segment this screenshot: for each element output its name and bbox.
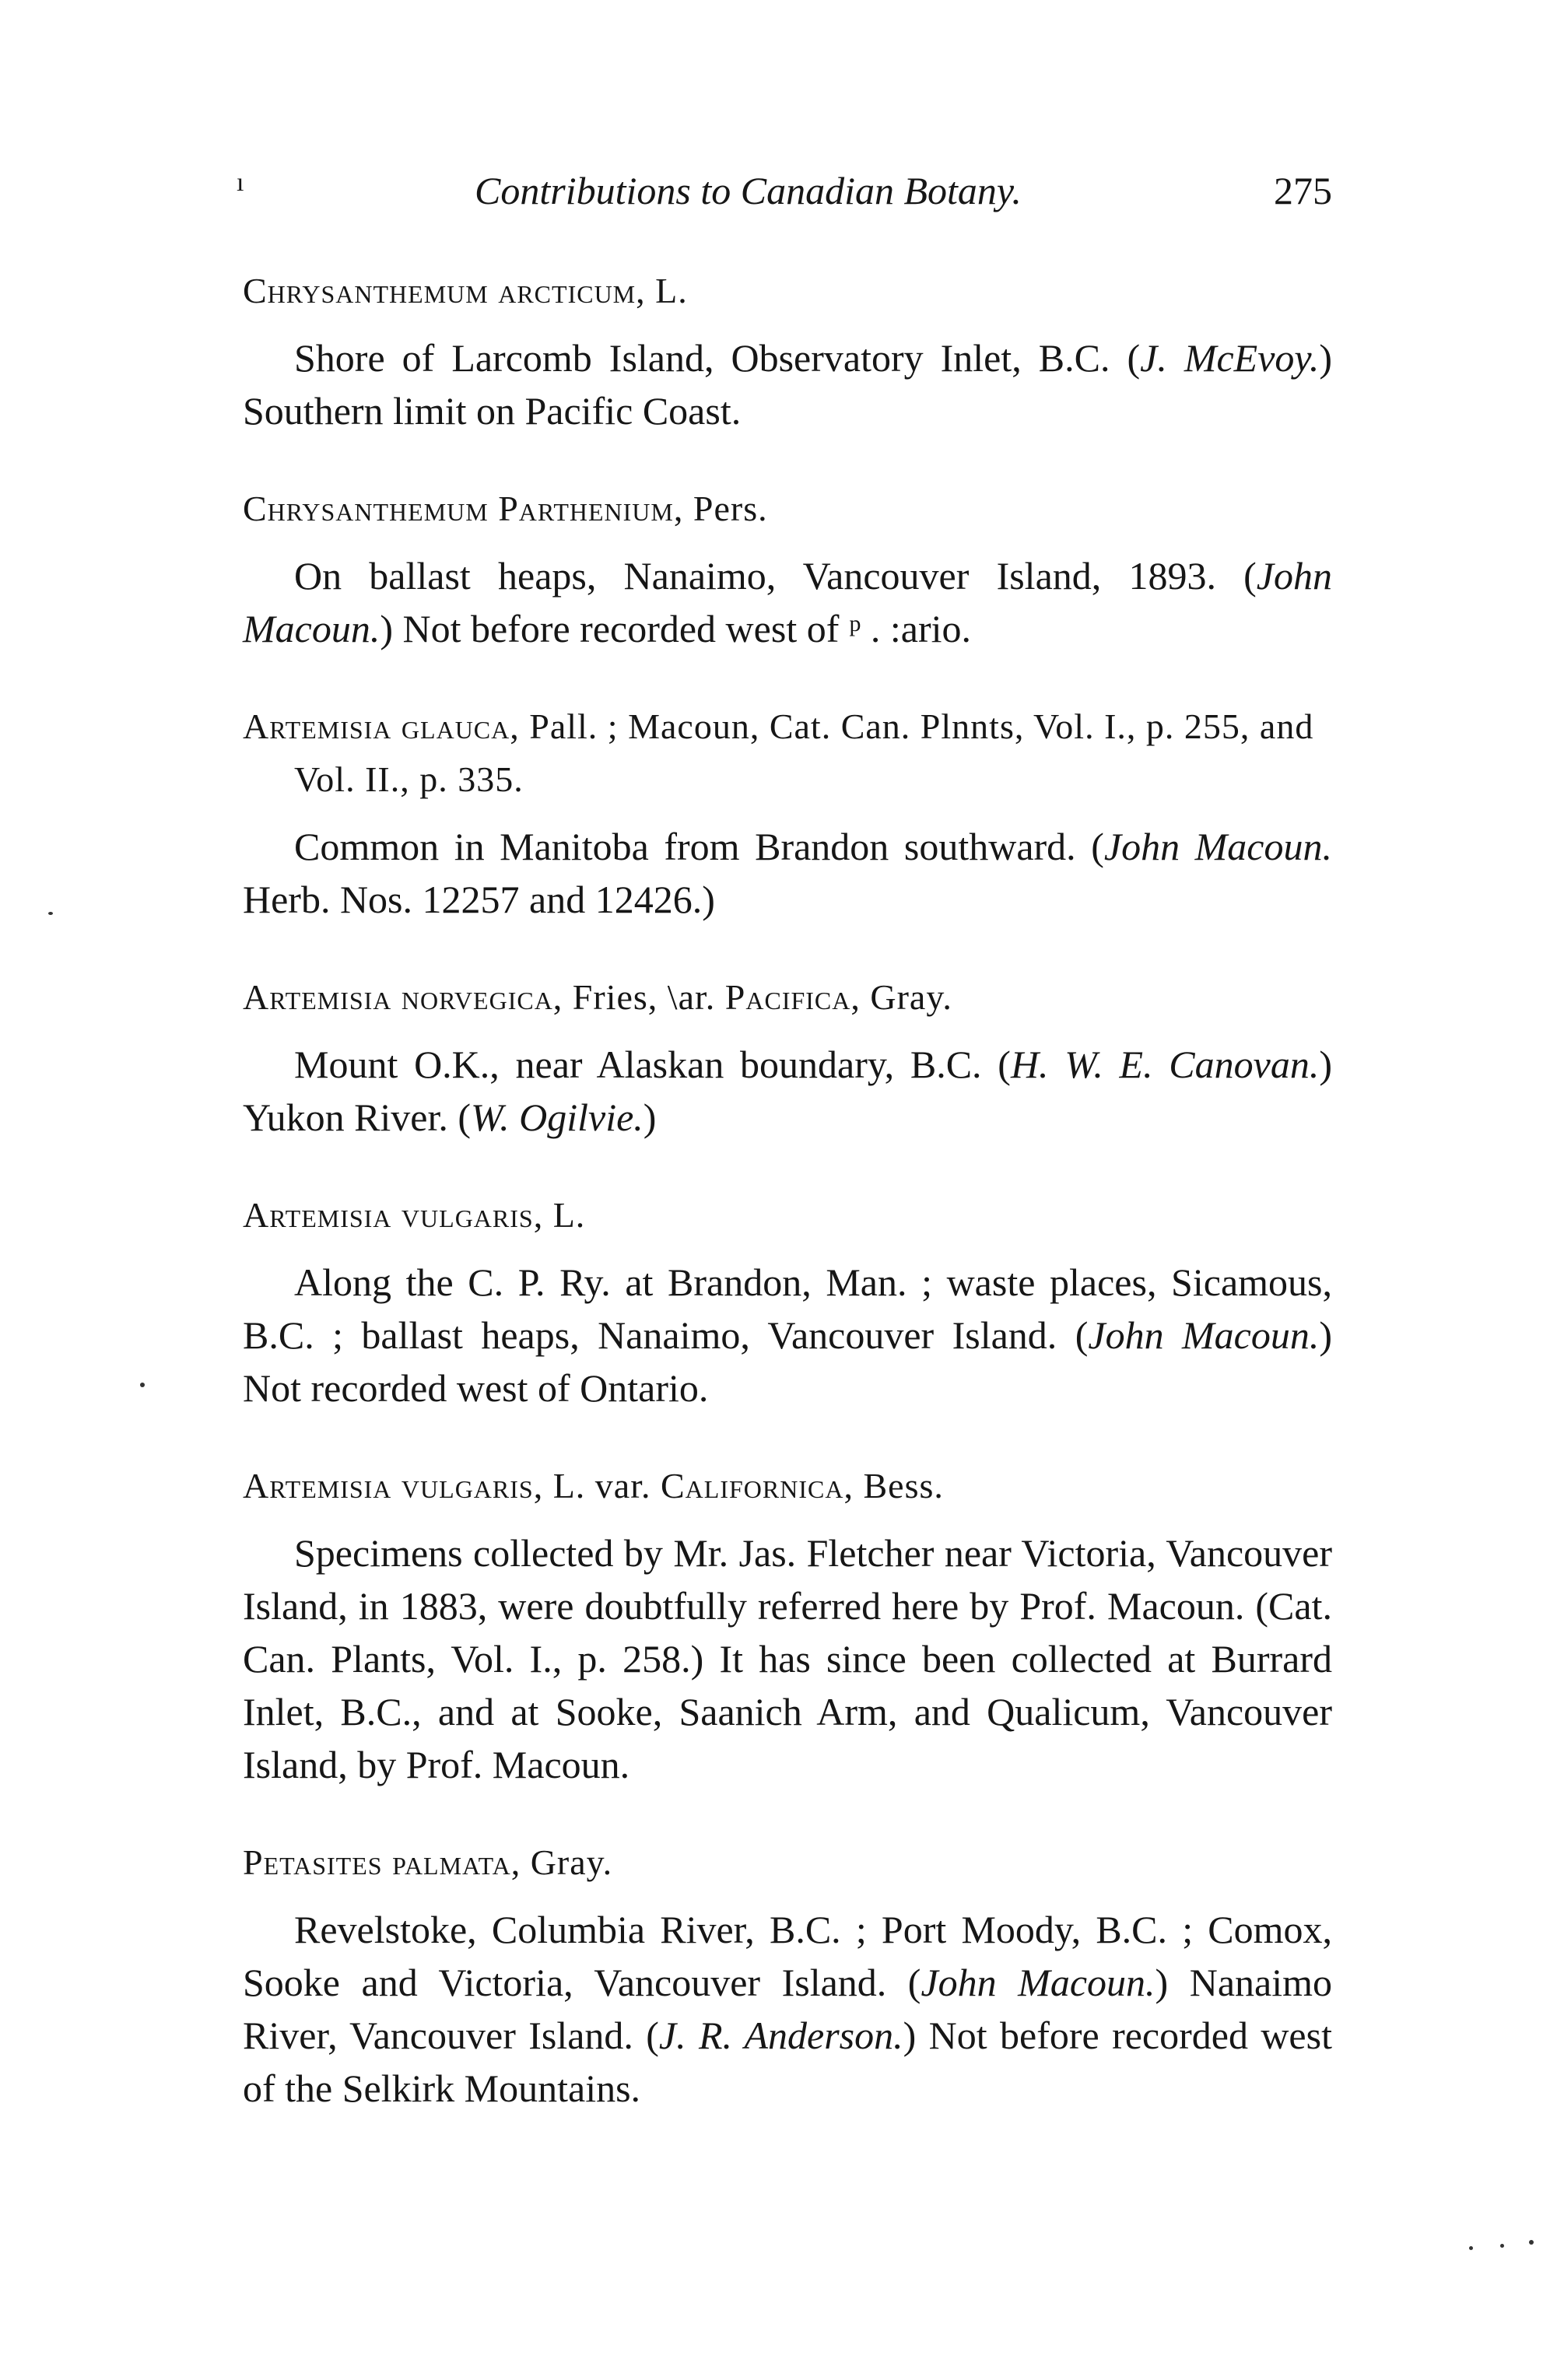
description-text: ) Nanaimo River, Vancouver Island. ( <box>243 1961 1332 2057</box>
page-number: 275 <box>1274 169 1332 212</box>
page-header <box>237 168 1332 223</box>
species-heading <box>243 1460 1332 1512</box>
species-epithet: arcticum <box>498 271 636 310</box>
species-description <box>243 1038 1332 1144</box>
description-text: Common in Manitoba from Brandon southward. ( <box>294 825 1104 868</box>
description-text: Mount O.K., near Alaskan boundary, B.C. ( <box>294 1043 1011 1086</box>
description-text: ) Not recorded west of Ontario. <box>243 1313 1332 1410</box>
scan-speck <box>1529 2240 1534 2245</box>
description-text: Specimens collected by Mr. Jas. Fletcher near Victoria, Vancouver Island, in 1883, were doubtfully referred here by Prof. Macoun. (Cat. Can. Plants, Vol. I., p. 258.) It has since been collected at Burrard Inlet, B.C., and at Sooke, Saanich Arm, and Qualicum, Vancouver Island, by Prof. Macoun. <box>243 1531 1332 1786</box>
species-heading <box>243 265 1332 317</box>
authority: , L. <box>533 1195 586 1235</box>
description-text: ) Not before recorded west of ᵖ . :ario. <box>380 607 972 650</box>
authority: , Gray. <box>850 977 952 1017</box>
species-description <box>243 1526 1332 1791</box>
collector-name: John Macoun. <box>1088 1313 1320 1357</box>
variety-name: Pacifica <box>724 977 851 1017</box>
authority: , Pall. ; Macoun, Cat. Can. Plnnts, Vol. I., p. 255, and Vol. II., p. 335. <box>294 706 1314 799</box>
collector-name: J. McEvoy. <box>1140 336 1320 380</box>
authority: , Gray. <box>510 1842 613 1882</box>
species-description <box>243 549 1332 655</box>
scan-speck <box>140 1383 145 1387</box>
species-description <box>243 820 1332 926</box>
species-entry <box>243 700 1332 926</box>
species-heading <box>243 482 1332 535</box>
description-text: Along the C. P. Ry. at Brandon, Man. ; waste places, Sicamous, B.C. ; ballast heaps, Nanaimo, Vancouver Island. ( <box>243 1260 1332 1357</box>
genus-name: Artemisia <box>243 1195 392 1235</box>
scan-speck <box>1469 2246 1473 2250</box>
species-entry <box>243 1836 1332 2115</box>
species-description <box>243 1903 1332 2115</box>
scan-speck <box>48 912 53 915</box>
species-entry <box>243 1189 1332 1414</box>
collector-name: John Macoun. <box>1103 825 1332 868</box>
description-text: ) Not before recorded west of the Selkirk Mountains. <box>243 2014 1332 2110</box>
description-text: ) Yukon River. ( <box>243 1043 1332 1139</box>
species-heading <box>243 700 1332 806</box>
genus-name: Petasites <box>243 1842 383 1882</box>
species-entry <box>243 971 1332 1144</box>
description-text: Shore of Larcomb Island, Observatory Inlet, B.C. ( <box>294 336 1141 380</box>
collector-name: J. R. Anderson. <box>658 2014 903 2057</box>
collector-name: John Macoun. <box>921 1961 1155 2004</box>
authority: , Fries, \ar. <box>552 977 725 1017</box>
genus-name: Artemisia <box>243 1466 392 1505</box>
description-text: Herb. Nos. 12257 and 12426.) <box>243 878 715 921</box>
variety-name: Californica <box>661 1466 844 1505</box>
species-epithet: palmata <box>392 1842 511 1882</box>
species-heading <box>243 1189 1332 1242</box>
scan-speck <box>1500 2244 1504 2248</box>
description-text: Revelstoke, Columbia River, B.C. ; Port Moody, B.C. ; Comox, Sooke and Victoria, Vancouver Island. ( <box>243 1908 1332 2004</box>
running-title: Contributions to Canadian Botany. <box>475 169 1022 212</box>
species-entry <box>243 482 1332 655</box>
species-epithet: norvegica <box>401 977 553 1017</box>
genus-name: Artemisia <box>243 977 392 1017</box>
species-epithet: vulgaris <box>401 1195 534 1235</box>
collector-name: H. W. E. Canovan. <box>1010 1043 1320 1086</box>
species-description <box>243 1256 1332 1414</box>
collector-name: W. Ogilvie. <box>471 1095 643 1139</box>
species-entry <box>243 1460 1332 1791</box>
species-heading <box>243 971 1332 1024</box>
authority: , L. var. <box>533 1466 661 1505</box>
description-text: ) Southern limit on Pacific Coast. <box>243 336 1332 433</box>
genus-name: Chrysanthemum <box>243 271 489 310</box>
species-entry <box>243 265 1332 437</box>
species-heading <box>243 1836 1332 1889</box>
genus-name: Chrysanthemum <box>243 489 489 528</box>
authority: , L. <box>636 271 688 310</box>
species-epithet: glauca <box>401 706 510 746</box>
description-text: ) <box>643 1095 657 1139</box>
page-body <box>243 265 1332 2160</box>
margin-mark: ı <box>237 168 244 197</box>
authority: , Pers. <box>673 489 768 528</box>
collector-name: John Macoun. <box>243 554 1332 650</box>
authority: , Bess. <box>843 1466 944 1505</box>
description-text: On ballast heaps, Nanaimo, Vancouver Island, 1893. ( <box>294 554 1257 598</box>
species-description <box>243 331 1332 437</box>
species-epithet: Parthenium <box>498 489 674 528</box>
genus-name: Artemisia <box>243 706 392 746</box>
species-epithet: vulgaris <box>401 1466 534 1505</box>
